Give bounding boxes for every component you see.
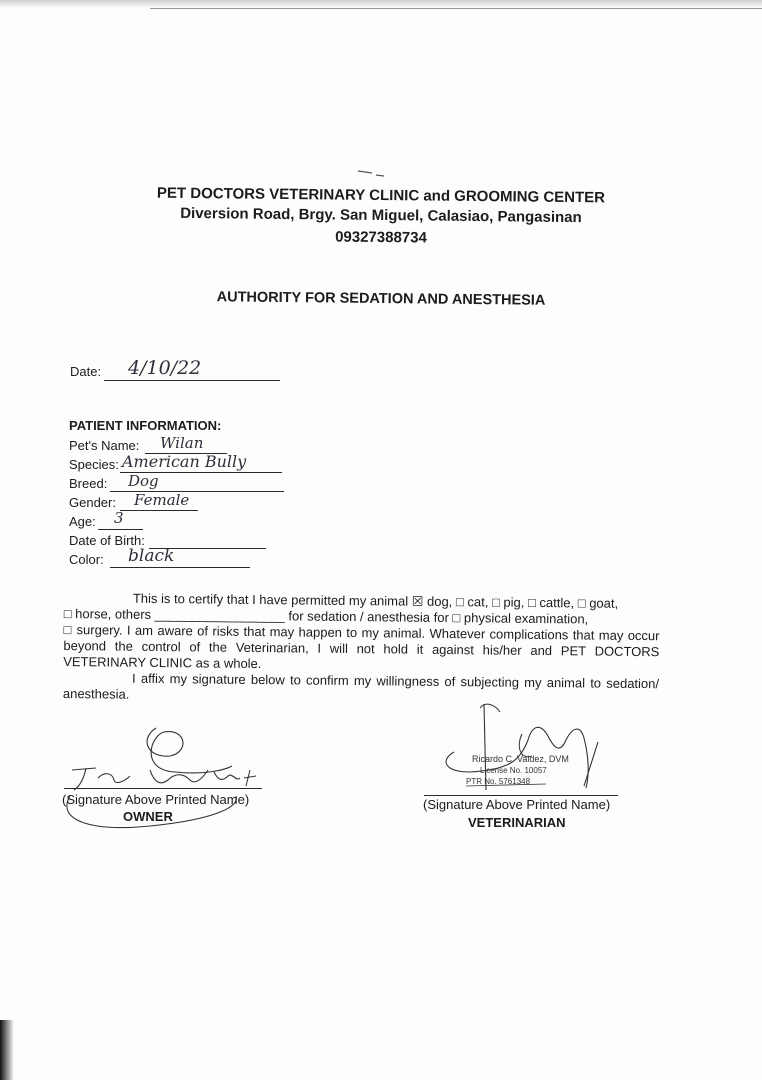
gender-label: Gender: [69, 495, 116, 510]
vet-signature-caption: (Signature Above Printed Name) [423, 797, 611, 812]
species-value: American Bully [122, 452, 247, 471]
vet-stamp-name: Ricardo C. Valdez, DVM [472, 754, 569, 764]
consent-line-3: □ surgery. I am aware of risks that may happen to my animal. Whatever complications that may occur beyond the control of the Veterinarian, I will not hold it against his/her and PET DOCTORS VETERINARY CLINIC as a whole. [63, 621, 660, 672]
patient-info-heading: PATIENT INFORMATION: [69, 418, 222, 433]
gender-value: Female [134, 491, 190, 509]
color-label: Color: [69, 552, 104, 567]
consent-line-4: I affix my signature below to confirm my willingness of subjecting my animal to sedation/ anesthesia. [62, 670, 660, 702]
dob-label: Date of Birth: [69, 533, 145, 548]
clinic-name: PET DOCTORS VETERINARY CLINIC and GROOMING CENTER [156, 184, 606, 207]
clinic-phone: 09327388734 [335, 228, 427, 247]
owner-signature-caption: (Signature Above Printed Name) [62, 792, 250, 807]
consent-line-1: This is to certify that I have permitted my animal ☒ dog, □ cat, □ pig, □ cattle, □ goat, [132, 590, 619, 611]
species-label: Species: [69, 457, 119, 472]
breed-label: Breed: [69, 476, 108, 491]
pet-name-value: Wilan [160, 434, 204, 452]
breed-value: Dog [128, 472, 159, 490]
owner-role-label: OWNER [123, 809, 173, 824]
vet-stamp-ptr: PTR No. 5761348 [466, 777, 531, 786]
age-value: 3 [114, 509, 124, 527]
consent-line-2: □ horse, others __________________ for sedation / anesthesia for □ physical examination, [63, 605, 589, 627]
age-label: Age: [69, 514, 96, 529]
clinic-address: Diversion Road, Brgy. San Miguel, Calasiao, Pangasinan [180, 204, 582, 227]
vet-role-label: VETERINARIAN [468, 815, 566, 830]
pet-name-label: Pet's Name: [69, 438, 140, 453]
vet-stamp-license: License No. 10057 [480, 766, 547, 775]
form-title: AUTHORITY FOR SEDATION AND ANESTHESIA [216, 289, 546, 309]
date-label: Date: [70, 364, 102, 379]
date-value: 4/10/22 [128, 357, 202, 379]
vet-signature-line [424, 795, 618, 796]
color-value: black [128, 546, 175, 566]
